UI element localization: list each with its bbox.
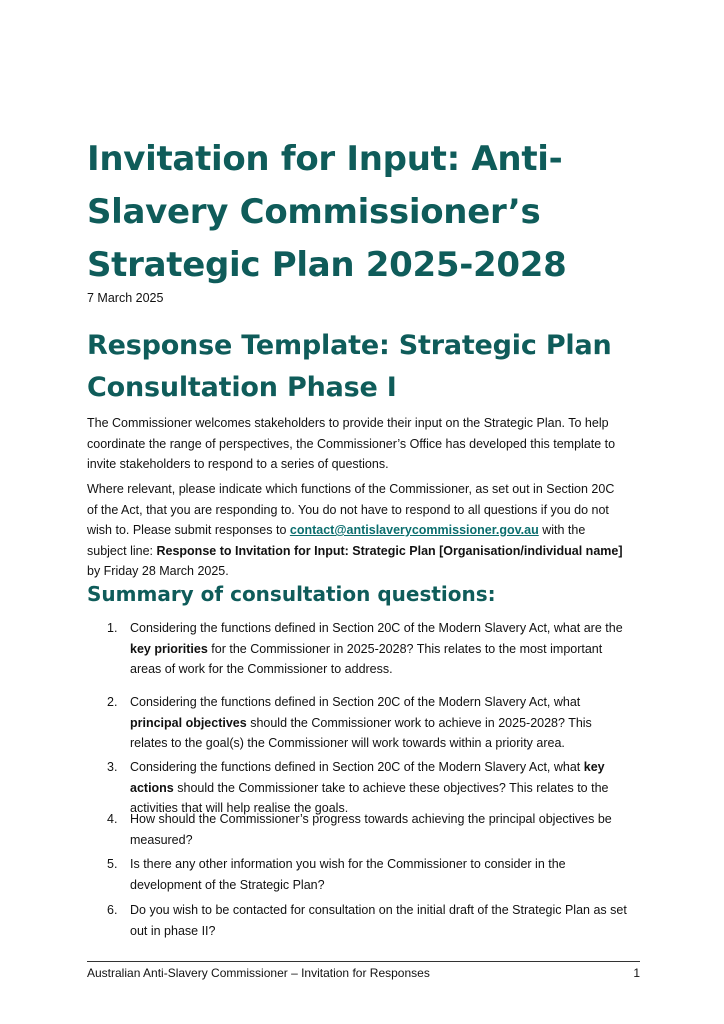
- summary-heading: Summary of consultation questions:: [87, 582, 496, 606]
- document-title: Invitation for Input: Anti- Slavery Commissioner’s Strategic Plan 2025-2028: [87, 139, 567, 285]
- intro-paragraph: The Commissioner welcomes stakeholders to provide their input on the Strategic Plan. To help coordinate the range of perspectives, the Commissioner’s Office has developed this template to invite stakeholders to respond to a series of questions.: [87, 416, 616, 471]
- page-footer: [87, 966, 640, 980]
- contact-email-link[interactable]: contact@antislaverycommissioner.gov.au: [289, 523, 539, 537]
- subject-line: Response to Invitation for Input: Strategic Plan [Organisation/individual name]: [156, 543, 623, 558]
- footer-text: Australian Anti-Slavery Commissioner – Invitation for Responses: [87, 966, 430, 980]
- response-template-heading: Response Template: Strategic Plan Consultation Phase I: [87, 330, 612, 403]
- document-date: 7 March 2025: [87, 291, 164, 305]
- footer-divider: [87, 961, 640, 962]
- instructions-paragraph: Where relevant, please indicate which functions of the Commissioner, as set out in Section 20C of the Act, that you are responding to. You do not have to respond to all questions if you do not wish to. Please submit responses to contact@antislaverycommissioner.gov.au with the subject line: Response to Invitation for Input: Strategic Plan [Organisation/individual name] by Friday 28 March 2025.: [87, 482, 623, 578]
- page-number: 1: [633, 966, 640, 980]
